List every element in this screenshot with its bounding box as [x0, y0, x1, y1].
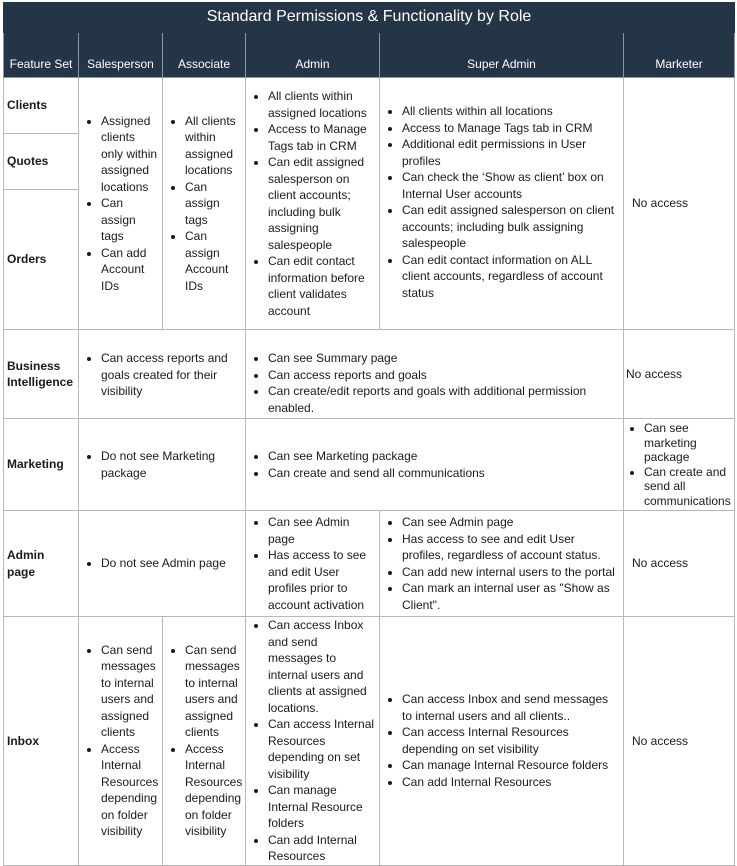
header-salesperson: Salesperson [79, 33, 163, 78]
header-admin: Admin [246, 33, 380, 78]
bullet-item: • Can see marketing package [644, 421, 730, 465]
header-associate: Associate [163, 33, 246, 78]
bullet-item: • Assigned clients only within assigned locations [101, 113, 158, 196]
title-row [4, 3, 735, 33]
row-admin-page [4, 511, 735, 617]
cell-bi-sales-associate [79, 330, 246, 419]
bullet-item: • Can edit contact information before client validates account [268, 253, 375, 319]
cell-bi-marketer: No access [624, 330, 735, 419]
header-super-admin: Super Admin [380, 33, 624, 78]
header-row [4, 33, 735, 78]
cell-core-super-admin [380, 78, 624, 330]
row-clients [4, 78, 735, 134]
bullet-list [83, 555, 241, 572]
bullet-item: • Can access Inbox and send messages to internal users and clients at assigned locations. [268, 617, 375, 716]
bullet-item: • Can check the ‘Show as client’ box on Internal User accounts [402, 169, 619, 202]
bullet-item: • Access Internal Resources depending on folder visibility [101, 741, 158, 840]
row-business-intelligence [4, 330, 735, 419]
feature-admin-page: Admin page [4, 511, 79, 617]
bullet-item: • Can access Internal Resources depending on set visibility [402, 724, 619, 757]
bullet-item: • Can mark an internal user as "Show as Client". [402, 580, 619, 613]
bullet-item: • Can manage Internal Resource folders [402, 757, 619, 774]
bullet-item: • Can add Internal Resources [402, 774, 619, 791]
header-feature-set: Feature Set [4, 33, 79, 78]
feature-quotes: Quotes [4, 134, 79, 190]
cell-inbox-marketer: No access [624, 617, 735, 866]
bullet-item: • Can edit assigned salesperson on client accounts; including bulk assigning salespeople [268, 154, 375, 253]
bullet-list [83, 642, 158, 840]
bullet-item: • Can add Internal Resources [268, 832, 375, 865]
bullet-item: • Access Internal Resources depending on folder visibility [185, 741, 241, 840]
cell-marketing-admins [246, 419, 624, 511]
bullet-item: • Can access reports and goals created for their visibility [101, 350, 241, 400]
feature-marketing: Marketing [4, 419, 79, 511]
bullet-item: • Can add Account IDs [101, 245, 158, 295]
bullet-item: • All clients within all locations [402, 103, 619, 120]
bullet-item: • Additional edit permissions in User profiles [402, 136, 619, 169]
bullet-item: • Can send messages to internal users and assigned clients [185, 642, 241, 741]
cell-admin-page-sales-associate [79, 511, 246, 617]
bullet-item: • Has access to see and edit User profiles, regardless of account status. [402, 531, 619, 564]
bullet-item: • Can see Summary page [268, 350, 619, 367]
cell-admin-page-super-admin [380, 511, 624, 617]
row-inbox [4, 617, 735, 866]
bullet-list [83, 113, 158, 295]
bullet-item: • Can assign tags [185, 179, 241, 229]
bullet-list [250, 88, 375, 319]
bullet-item: • Can add new internal users to the portal [402, 564, 619, 581]
feature-inbox: Inbox [4, 617, 79, 866]
header-marketer: Marketer [624, 33, 735, 78]
bullet-item: • Access to Manage Tags tab in CRM [402, 120, 619, 137]
cell-inbox-admin [246, 617, 380, 866]
bullet-list [250, 617, 375, 865]
bullet-list [384, 691, 619, 790]
bullet-list [626, 421, 730, 508]
bullet-item: • Access to Manage Tags tab in CRM [268, 121, 375, 154]
bullet-list [250, 350, 619, 416]
cell-inbox-super-admin [380, 617, 624, 866]
bullet-item: • Can access reports and goals [268, 367, 619, 384]
bullet-list [250, 448, 619, 481]
bullet-item: • Can see Admin page [268, 514, 375, 547]
cell-admin-page-admin [246, 511, 380, 617]
bullet-item: • Can create and send all communications [268, 465, 619, 482]
bullet-item: • Can create and send all communications [644, 465, 730, 509]
bullet-item: • Can send messages to internal users and assigned clients [101, 642, 158, 741]
bullet-list [83, 448, 241, 481]
bullet-item: • Can access Internal Resources depending on set visibility [268, 716, 375, 782]
cell-bi-admins [246, 330, 624, 419]
feature-orders: Orders [4, 190, 79, 330]
bullet-item: • Do not see Marketing package [101, 448, 241, 481]
cell-core-associate [163, 78, 246, 330]
cell-inbox-salesperson [79, 617, 163, 866]
bullet-item: • All clients within assigned locations [268, 88, 375, 121]
bullet-item: • Can edit assigned salesperson on client accounts; including bulk assigning salespeople [402, 202, 619, 252]
cell-core-admin [246, 78, 380, 330]
bullet-item: • Can edit contact information on ALL client accounts, regardless of account status [402, 252, 619, 302]
bullet-item: • All clients within assigned locations [185, 113, 241, 179]
bullet-item: • Can see Admin page [402, 514, 619, 531]
cell-marketing-sales-associate [79, 419, 246, 511]
feature-clients: Clients [4, 78, 79, 134]
bullet-list [250, 514, 375, 613]
bullet-item: • Can create/edit reports and goals with additional permission enabled. [268, 383, 619, 416]
cell-admin-page-marketer: No access [624, 511, 735, 617]
bullet-list [167, 113, 241, 295]
bullet-list [384, 514, 619, 613]
permissions-table-container [3, 2, 734, 866]
bullet-item: • Can see Marketing package [268, 448, 619, 465]
bullet-item: • Can access Inbox and send messages to internal users and all clients.. [402, 691, 619, 724]
bullet-item: • Has access to see and edit User profiles prior to account activation [268, 547, 375, 613]
cell-marketing-marketer [624, 419, 735, 511]
bullet-list [167, 642, 241, 840]
row-marketing [4, 419, 735, 511]
bullet-list [384, 103, 619, 301]
bullet-item: • Can manage Internal Resource folders [268, 782, 375, 832]
cell-core-marketer: No access [624, 78, 735, 330]
permissions-table [3, 2, 735, 866]
bullet-item: • Can assign tags [101, 195, 158, 245]
bullet-item: • Can assign Account IDs [185, 228, 241, 294]
bullet-item: • Do not see Admin page [101, 555, 241, 572]
cell-core-salesperson [79, 78, 163, 330]
cell-inbox-associate [163, 617, 246, 866]
feature-bi: Business Intelligence [4, 330, 79, 419]
table-title: Standard Permissions & Functionality by Role [4, 3, 735, 33]
bullet-list [83, 350, 241, 400]
